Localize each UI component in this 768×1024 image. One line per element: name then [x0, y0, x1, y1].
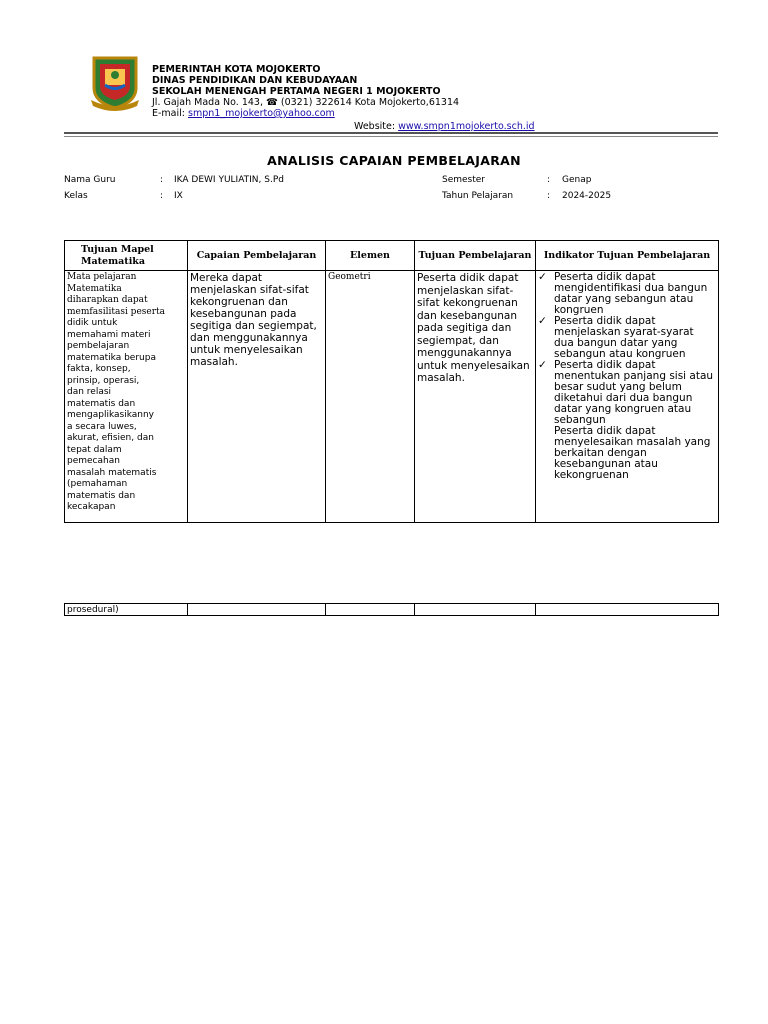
website-line: [354, 121, 535, 132]
table-row: [65, 271, 719, 523]
header-indikator: Indikator Tujuan Pembelajaran: [536, 241, 719, 271]
cell-indikator: [536, 271, 719, 523]
school-name: SEKOLAH MENENGAH PERTAMA NEGERI 1 MOJOKERTO: [152, 86, 441, 97]
teacher-colon: :: [160, 175, 164, 185]
class-label: Kelas: [64, 191, 88, 201]
cell-tujuan-pembelajaran: Peserta didik dapat menjelaskan sifat-sifat kekongruenan dan kesebangunan pada segitiga dan segiempat, dan menggunakannya untuk menyelesaikan masalah.: [415, 271, 536, 523]
indikator-text: Peserta didik dapat mengidentifikasi dua bangun datar yang sebangun atau kongruen: [554, 271, 708, 316]
email-link[interactable]: smpn1_mojokerto@yahoo.com: [188, 108, 335, 119]
letterhead: [152, 64, 459, 119]
semester-label: Semester: [442, 175, 486, 185]
indikator-text-unchecked: Peserta didik dapat menyelesaikan masalah yang berkaitan dengan kesebangunan atau kekongruenan: [554, 425, 711, 481]
tujuan-mapel-line: didik untuk: [67, 318, 118, 328]
year-label: Tahun Pelajaran: [442, 191, 514, 201]
tujuan-mapel-line: matematis dan: [67, 490, 136, 501]
header-capaian: Capaian Pembelajaran: [188, 241, 326, 271]
tujuan-mapel-line: mengaplikasikanny: [67, 410, 155, 420]
continued-table: [64, 603, 719, 616]
tujuan-mapel-line: fakta, konsep,: [67, 364, 131, 374]
tujuan-mapel-line: diharapkan dapat: [67, 295, 148, 305]
tujuan-mapel-line: memahami materi: [67, 329, 151, 340]
list-item: [538, 272, 716, 316]
semester-colon: :: [547, 175, 551, 185]
checkmark-icon: ✓: [538, 359, 547, 371]
empty-cell: [415, 604, 536, 616]
class-value: IX: [174, 191, 183, 201]
document-title: ANALISIS CAPAIAN PEMBELAJARAN: [267, 153, 521, 168]
tujuan-mapel-line: Mata pelajaran: [67, 272, 137, 282]
tujuan-mapel-line: Matematika: [67, 283, 122, 294]
tujuan-mapel-line: a secara luwes,: [67, 421, 137, 432]
tujuan-mapel-line: prinsip, operasi,: [67, 375, 140, 386]
checkmark-icon: ✓: [538, 315, 547, 327]
table-row: [65, 604, 719, 616]
tujuan-mapel-line: pembelajaran: [67, 341, 130, 351]
department-name: DINAS PENDIDIKAN DAN KEBUDAYAAN: [152, 75, 358, 86]
tujuan-mapel-line: akurat, efisien, dan: [67, 433, 154, 443]
header-tujuan-pembelajaran: Tujuan Pembelajaran: [415, 241, 536, 271]
empty-cell: [326, 604, 415, 616]
cell-capaian: Mereka dapat menjelaskan sifat-sifat kekongruenan dan kesebangunan pada segitiga dan segiempat, dan menggunakannya untuk menyelesaikan masalah.: [188, 271, 326, 523]
list-item: [538, 316, 716, 360]
year-colon: :: [547, 191, 551, 201]
school-address: Jl. Gajah Mada No. 143, ☎ (0321) 322614 Kota Mojokerto,61314: [152, 97, 460, 108]
empty-cell: [188, 604, 326, 616]
empty-cell: [536, 604, 719, 616]
header-rule-thick: [64, 132, 718, 134]
tujuan-mapel-line: kecakapan: [67, 502, 116, 512]
tujuan-mapel-line: memfasilitasi peserta: [67, 306, 166, 317]
analysis-table: [64, 240, 719, 523]
indikator-text: Peserta didik dapat menentukan panjang sisi atau besar sudut yang belum diketahui dari dua bangun datar yang kongruen atau sebangun: [554, 359, 714, 426]
website-label: Website:: [354, 121, 396, 132]
tujuan-mapel-line: dan relasi: [67, 387, 112, 397]
list-item: [538, 360, 716, 426]
semester-value: Genap: [562, 175, 592, 185]
class-colon: :: [160, 191, 164, 201]
cell-tujuan-mapel: [65, 271, 188, 523]
tujuan-mapel-line: matematis dan: [67, 398, 136, 409]
indikator-list: [538, 272, 716, 426]
tujuan-mapel-line: tepat dalam: [67, 444, 122, 455]
gov-name: PEMERINTAH KOTA MOJOKERTO: [152, 64, 321, 75]
tujuan-mapel-line: matematika berupa: [67, 352, 156, 363]
website-link[interactable]: www.smpn1mojokerto.sch.id: [398, 121, 535, 132]
indikator-text: Peserta didik dapat menjelaskan syarat-syarat dua bangun datar yang sebangun atau kongruen: [554, 315, 694, 360]
table-header-row: [65, 241, 719, 271]
checkmark-icon: ✓: [538, 271, 547, 283]
tujuan-mapel-line: pemecahan: [67, 456, 120, 466]
continued-cell: prosedural): [65, 604, 188, 616]
email-line: [152, 108, 459, 119]
school-logo: [88, 54, 142, 112]
teacher-label: Nama Guru: [64, 175, 116, 185]
email-label: E-mail:: [152, 108, 185, 119]
header-rule-thin: [64, 136, 718, 137]
teacher-value: IKA DEWI YULIATIN, S.Pd: [174, 175, 284, 185]
year-value: 2024-2025: [562, 191, 612, 201]
header-elemen: Elemen: [326, 241, 415, 271]
tujuan-mapel-line: (pemahaman: [67, 479, 128, 489]
cell-elemen: Geometri: [326, 271, 415, 523]
header-tujuan-mapel: Tujuan Mapel Matematika: [65, 241, 188, 271]
tujuan-mapel-line: masalah matematis: [67, 467, 157, 478]
